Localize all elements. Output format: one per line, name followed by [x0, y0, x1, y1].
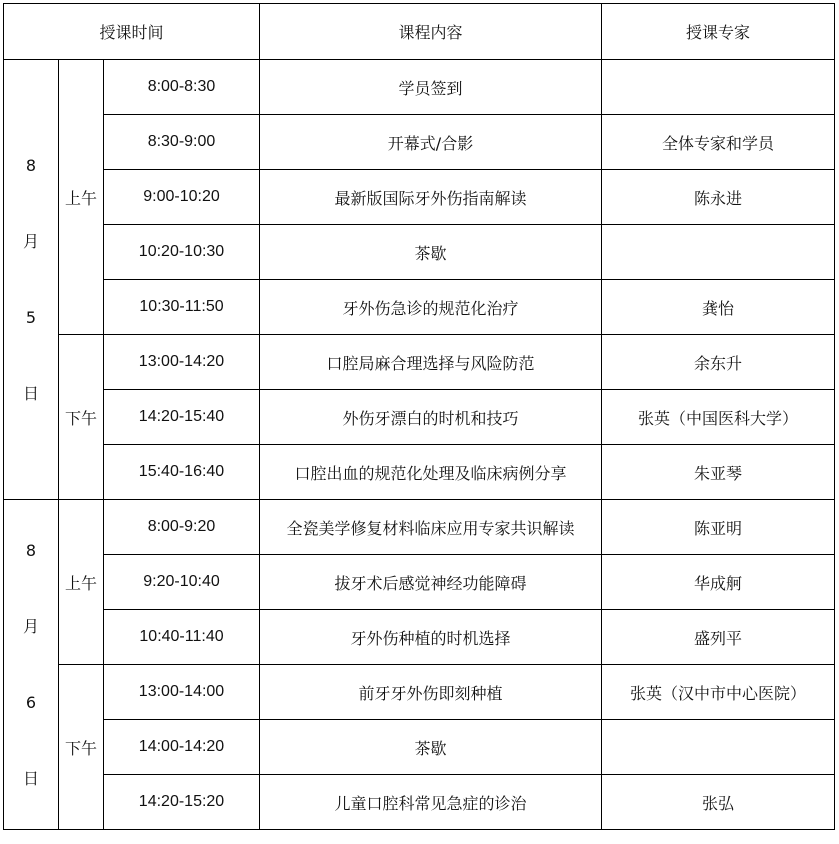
- session-expert: 张弘: [602, 775, 835, 830]
- table-row: [4, 555, 835, 610]
- table-row: [4, 720, 835, 775]
- session-expert: 盛列平: [602, 610, 835, 665]
- day-label-char: 8: [25, 155, 37, 175]
- session-content: 茶歇: [260, 225, 602, 280]
- session-expert: 朱亚琴: [602, 445, 835, 500]
- session-expert: [602, 225, 835, 280]
- session-time: 10:20-10:30: [104, 225, 260, 280]
- session-expert: 华成舸: [602, 555, 835, 610]
- session-content: 茶歇: [260, 720, 602, 775]
- table-row: [4, 665, 835, 720]
- session-time: 15:40-16:40: [104, 445, 260, 500]
- day-label-char: 月: [22, 616, 39, 636]
- session-time: 8:00-8:30: [104, 60, 260, 115]
- session-content: 儿童口腔科常见急症的诊治: [260, 775, 602, 830]
- day-label-char: 5: [25, 307, 37, 327]
- session-content: 最新版国际牙外伤指南解读: [260, 170, 602, 225]
- session-time: 9:00-10:20: [104, 170, 260, 225]
- table-row: [4, 170, 835, 225]
- day-label-char: 日: [22, 383, 39, 403]
- session-content: 牙外伤种植的时机选择: [260, 610, 602, 665]
- session-content: 外伤牙漂白的时机和技巧: [260, 390, 602, 445]
- period-morning: 上午: [59, 60, 104, 335]
- session-expert: [602, 720, 835, 775]
- table-row: [4, 280, 835, 335]
- session-content: 口腔局麻合理选择与风险防范: [260, 335, 602, 390]
- session-expert: 张英（中国医科大学）: [602, 390, 835, 445]
- table-row: [4, 60, 835, 115]
- day-label-aug-6: [4, 500, 59, 830]
- session-time: 10:30-11:50: [104, 280, 260, 335]
- header-content: 课程内容: [260, 4, 602, 60]
- table-row: [4, 775, 835, 830]
- day-label-aug-5: [4, 60, 59, 500]
- session-time: 14:20-15:20: [104, 775, 260, 830]
- session-expert: 陈永进: [602, 170, 835, 225]
- day-label-char: 8: [25, 540, 37, 560]
- table-row: [4, 445, 835, 500]
- table-row: [4, 610, 835, 665]
- period-afternoon: 下午: [59, 665, 104, 830]
- session-expert: 张英（汉中市中心医院）: [602, 665, 835, 720]
- session-time: 8:30-9:00: [104, 115, 260, 170]
- session-time: 14:20-15:40: [104, 390, 260, 445]
- session-content: 学员签到: [260, 60, 602, 115]
- session-time: 14:00-14:20: [104, 720, 260, 775]
- period-morning: 上午: [59, 500, 104, 665]
- session-time: 13:00-14:00: [104, 665, 260, 720]
- session-content: 开幕式/合影: [260, 115, 602, 170]
- session-expert: 龚怡: [602, 280, 835, 335]
- day-label-char: 6: [25, 692, 37, 712]
- session-time: 10:40-11:40: [104, 610, 260, 665]
- session-content: 口腔出血的规范化处理及临床病例分享: [260, 445, 602, 500]
- session-expert: 余东升: [602, 335, 835, 390]
- header-expert: 授课专家: [602, 4, 835, 60]
- period-afternoon: 下午: [59, 335, 104, 500]
- header-time: 授课时间: [4, 4, 260, 60]
- session-content: 前牙牙外伤即刻种植: [260, 665, 602, 720]
- day-label-char: 日: [22, 768, 39, 788]
- session-content: 拔牙术后感觉神经功能障碍: [260, 555, 602, 610]
- day-label-char: 月: [22, 231, 39, 251]
- header-row: [4, 4, 835, 60]
- session-expert: 陈亚明: [602, 500, 835, 555]
- table-row: [4, 225, 835, 280]
- session-expert: [602, 60, 835, 115]
- session-content: 全瓷美学修复材料临床应用专家共识解读: [260, 500, 602, 555]
- session-time: 9:20-10:40: [104, 555, 260, 610]
- table-row: [4, 500, 835, 555]
- table-row: [4, 390, 835, 445]
- session-time: 13:00-14:20: [104, 335, 260, 390]
- course-schedule-table: [3, 3, 835, 830]
- session-expert: 全体专家和学员: [602, 115, 835, 170]
- session-content: 牙外伤急诊的规范化治疗: [260, 280, 602, 335]
- table-row: [4, 335, 835, 390]
- session-time: 8:00-9:20: [104, 500, 260, 555]
- table-row: [4, 115, 835, 170]
